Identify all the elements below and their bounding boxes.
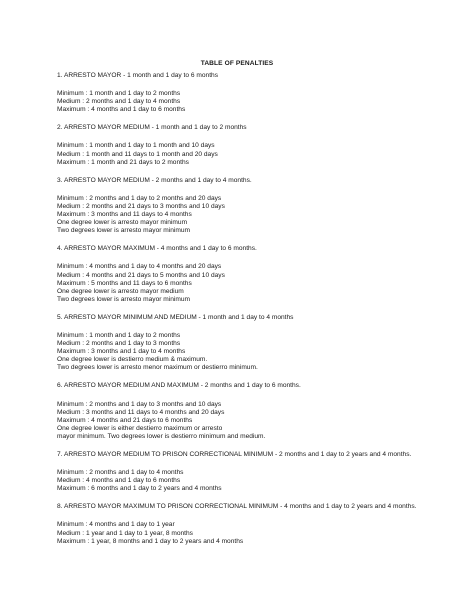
- penalty-line: Two degrees lower is arresto mayor minimum: [57, 295, 191, 303]
- penalty-line: Maximum : 4 months and 1 day to 6 months: [57, 106, 186, 114]
- section-lines: [57, 401, 432, 441]
- penalty-line: Medium : 4 months and 1 day to 6 months: [57, 477, 181, 485]
- section-heading: 2. ARRESTO MAYOR MEDIUM - 1 month and 1 day to 2 months: [57, 124, 247, 132]
- penalty-line: Medium : 1 month and 11 days to 1 month and 20 days: [57, 150, 218, 158]
- penalty-section: [57, 451, 432, 493]
- penalty-line: Maximum : 3 months and 1 day to 4 months: [57, 348, 186, 356]
- penalty-section: [57, 314, 432, 373]
- penalty-line: Medium : 1 year and 1 day to 1 year, 8 months: [57, 529, 193, 537]
- penalty-line: Maximum : 5 months and 11 days to 6 months: [57, 279, 192, 287]
- section-heading: 1. ARRESTO MAYOR - 1 month and 1 day to 6 months: [57, 72, 219, 79]
- penalty-line: Medium : 2 months and 1 day to 3 months: [57, 340, 181, 348]
- section-lines: [57, 90, 432, 114]
- penalty-line: Minimum : 1 month and 1 day to 2 months: [57, 90, 181, 98]
- penalty-line: Two degrees lower is arresto mayor minimum: [57, 227, 191, 235]
- penalty-section: [57, 177, 432, 236]
- penalty-section: [57, 245, 432, 304]
- penalty-line: Maximum : 1 year, 8 months and 1 day to 2 years and 4 months: [57, 537, 244, 545]
- penalty-line: Medium : 3 months and 11 days to 4 months and 20 days: [57, 408, 225, 416]
- penalty-line: Minimum : 4 months and 1 day to 1 year: [57, 521, 175, 529]
- penalty-line: Minimum : 4 months and 1 day to 4 months and 20 days: [57, 263, 222, 271]
- penalty-line: Minimum : 1 month and 1 day to 2 months: [57, 331, 181, 339]
- penalty-section: [57, 72, 432, 114]
- penalty-line: Maximum : 6 months and 1 day to 2 years and 4 months: [57, 485, 222, 493]
- section-lines: [57, 142, 432, 166]
- penalty-line: Minimum : 2 months and 1 day to 2 months and 20 days: [57, 194, 222, 202]
- penalty-line: Medium : 2 months and 1 day to 4 months: [57, 98, 181, 106]
- penalty-line: One degree lower is arresto mayor minimum: [57, 219, 188, 227]
- penalty-line: Medium : 2 months and 21 days to 3 months and 10 days: [57, 202, 225, 210]
- section-lines: [57, 521, 432, 545]
- penalty-line: Maximum : 1 month and 21 days to 2 months: [57, 158, 189, 166]
- penalty-line: Two degrees lower is arresto menor maximum or destierro minimum.: [57, 364, 258, 372]
- penalty-line: One degree lower is destierro medium & maximum.: [57, 356, 208, 364]
- penalty-line: Minimum : 1 month and 1 day to 1 month and 10 days: [57, 142, 215, 150]
- penalty-line: One degree lower is arresto mayor medium: [57, 287, 184, 295]
- penalty-line: mayor minimum. Two degrees lower is destierro minimum and medium.: [57, 432, 266, 440]
- penalty-sections: [57, 72, 432, 556]
- penalty-line: One degree lower is either destierro maximum or arresto: [57, 424, 223, 432]
- penalty-line: Minimum : 2 months and 1 day to 3 months and 10 days: [57, 400, 222, 408]
- section-lines: [57, 332, 432, 372]
- section-lines: [57, 195, 432, 235]
- section-lines: [57, 263, 432, 303]
- section-heading: 4. ARRESTO MAYOR MAXIMUM - 4 months and 1 day to 6 months.: [57, 245, 257, 253]
- section-lines: [57, 469, 432, 493]
- section-heading: 6. ARRESTO MAYOR MEDIUM AND MAXIMUM - 2 months and 1 day to 6 months.: [57, 382, 301, 390]
- section-heading: 8. ARRESTO MAYOR MAXIMUM TO PRISON CORRECTIONAL MINIMUM - 4 months and 1 day to 2 years and 4 months.: [57, 503, 417, 511]
- penalty-section: [57, 382, 432, 441]
- page-title: TABLE OF PENALTIES: [200, 60, 274, 67]
- penalty-line: Maximum : 3 months and 11 days to 4 months: [57, 211, 192, 219]
- section-heading: 3. ARRESTO MAYOR MEDIUM - 2 months and 1 day to 4 months.: [57, 176, 252, 184]
- penalty-line: Medium : 4 months and 21 days to 5 months and 10 days: [57, 271, 225, 279]
- penalty-line: Minimum : 2 months and 1 day to 4 months: [57, 469, 184, 477]
- section-heading: 7. ARRESTO MAYOR MEDIUM TO PRISON CORRECTIONAL MINIMUM - 2 months and 1 day to 2 years and 4 months.: [57, 451, 412, 458]
- penalty-section: [57, 124, 432, 166]
- section-heading: 5. ARRESTO MAYOR MINIMUM AND MEDIUM - 1 month and 1 day to 4 months: [57, 313, 294, 321]
- penalty-line: Maximum : 4 months and 21 days to 6 months: [57, 416, 193, 424]
- penalty-section: [57, 503, 432, 545]
